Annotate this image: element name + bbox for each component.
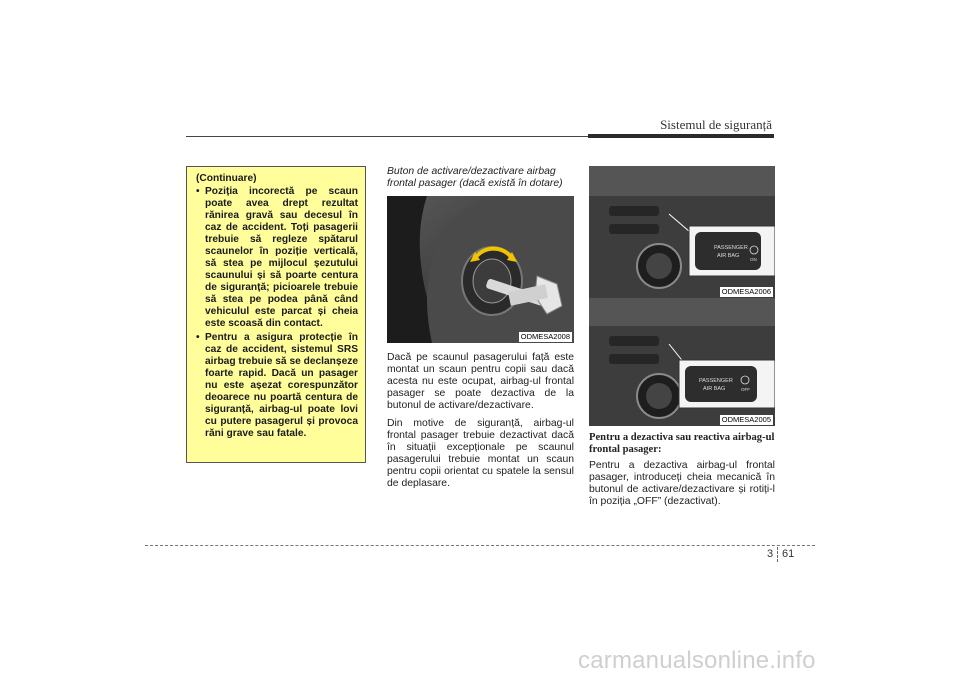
section-paragraph: Dacă pe scaunul pasagerului față este montat un scaun pentru copii sau dacă acesta nu este ocupat, airbag-ul frontal pasager se poate dezactiva de la butonul de activare/dezactivare. [387,352,574,411]
bullet-icon: • [196,186,200,197]
watermark: carmanualsonline.info [578,647,816,674]
deactivate-text: Pentru a dezactiva airbag-ul frontal pasager, introduceți cheia mecanică în butonul de activare/dezactivare și rotiți-l în poziția „OFF” (dezactivat). [589,460,775,507]
image-code: ODMESA2005 [721,415,771,424]
header-rule-accent [588,134,774,138]
warning-bullet [196,332,358,440]
airbag-switch-photo [387,196,574,343]
switch-off-photo [589,298,775,426]
switch-state: OFF [741,387,750,392]
footer-rule [145,545,815,546]
warning-box [186,166,366,463]
console-off-illustration [589,298,775,426]
deactivate-heading: Pentru a dezactiva sau reactiva airbag-ul frontal pasager: [589,432,775,455]
page-number: 61 [782,548,795,560]
section-heading: Buton de activare/dezactivare airbag frontal pasager (dacă există în dotare) [387,166,563,189]
page-separator [777,547,779,562]
switch-label-line2: AIR BAG [703,386,726,392]
switch-label-line2: AIR BAG [717,253,740,259]
switch-state: ON [750,257,757,262]
warning-list [196,186,358,440]
image-code: ODMESA2008 [520,332,570,341]
warning-bullet-text: Poziția incorectă pe scaun poate avea drept rezultat rănirea gravă sau decesul în caz de accident. Toți pasagerii trebuie să regleze spătarul scaunelor în poziție verticală, să stea pe mijlocul șezutului scaunului și să poarte centura de siguranță; picioarele trebuie să stea pe podea până când vehiculul este parcat și cheia este scoasă din contact. [205,186,358,329]
warning-continuation: (Continuare) [196,173,257,184]
warning-bullet [196,186,358,330]
switch-label-line1: PASSENGER [714,245,748,251]
key-switch-illustration [387,196,574,343]
section-number: 3 [767,548,774,560]
switch-label-line1: PASSENGER [699,378,733,384]
switch-on-photo [589,166,775,298]
page-header-title: Sistemul de siguranță [660,117,772,132]
image-code: ODMESA2006 [721,287,771,296]
section-paragraph: Din motive de siguranță, airbag-ul frontal pasager trebuie dezactivat dacă în situații excepționale pe scaunul pasagerului trebuie montat un scaun pentru copii orientat cu spatele la sensul de deplasare. [387,418,574,489]
right-column [589,166,775,514]
warning-bullet-text: Pentru a asigura protecție în caz de accident, sistemul SRS airbag trebuie să se declanșeze foarte rapid. Dacă un pasager nu este așezat corespunzător deoarece nu poartă centura de siguranță, airbag-ul poate lovi cu putere pasagerul și provoca răni grave sau fatale. [205,332,358,439]
middle-column [387,166,574,496]
bullet-icon: • [196,332,200,343]
console-on-illustration [589,166,775,298]
